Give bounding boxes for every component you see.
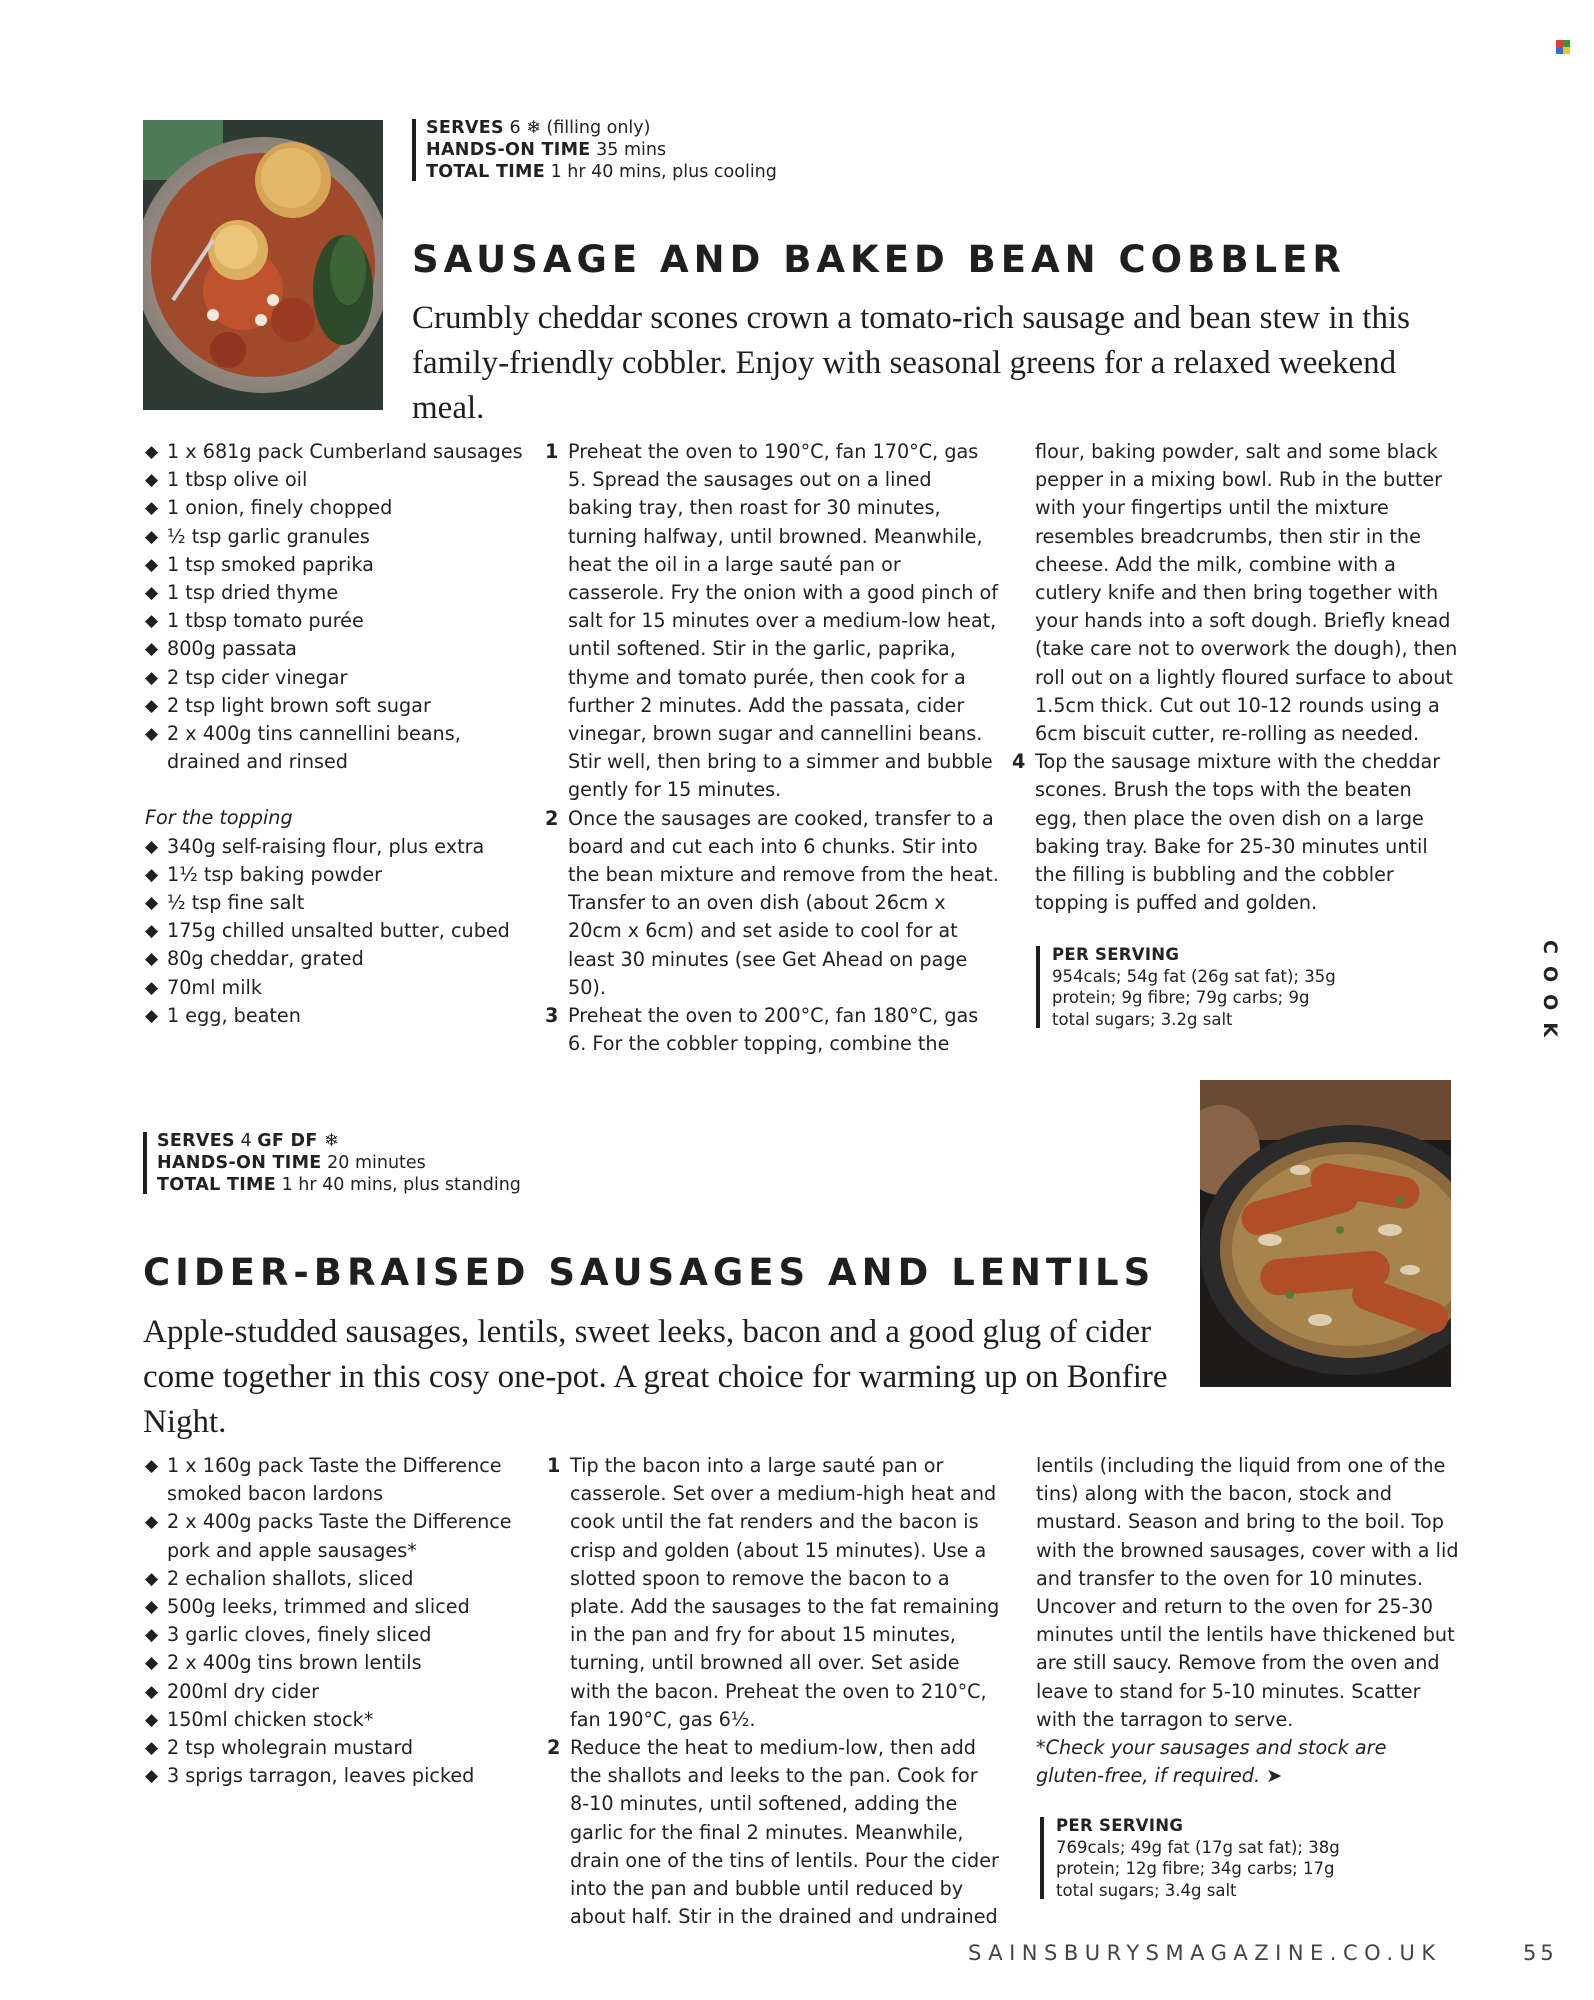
step-text: Preheat the oven to 190°C, fan 170°C, gas 5. Spread the sausages out on a lined baking tray, then roast for 30 minutes, turning halfway, until browned. Meanwhile, heat the oil in a large sauté pan or casserole. Fry the onion with a good pinch of salt for 15 minutes over a medium-low heat, until softened. Stir in the garlic, paprika, thyme and tomato purée, then cook for a further 2 minutes. Add the passata, cider vinegar, brown sugar and cannellini beans. Stir well, then bring to a simmer and bubble gently for 15 minutes. (568, 440, 999, 802)
serves-value: 6 ❄ (filling only) (503, 118, 651, 138)
serves-label: SERVES (157, 1131, 235, 1151)
ingredient-item: ◆ 800g passata (145, 635, 525, 663)
step-number: 4 (1012, 750, 1026, 774)
step-number: 1 (547, 1454, 561, 1477)
step-text: Preheat the oven to 200°C, fan 180°C, gas 6. For the cobbler topping, combine the (568, 1004, 979, 1056)
ingredient-item: ◆ 500g leeks, trimmed and sliced (145, 1593, 525, 1621)
method-step (545, 1002, 1000, 1058)
serves-value: 4 (234, 1131, 258, 1151)
step-text: Once the sausages are cooked, transfer to a board and cut each into 6 chunks. Stir into the bean mixture and remove from the heat. Transfer to an oven dish (about 26cm x 20cm x 6cm) and set aside to cool for at least 30 minutes (see Get Ahead on page 50). (568, 806, 999, 999)
hands-on-value: 20 minutes (321, 1153, 426, 1173)
method-step (545, 805, 1000, 1002)
recipe2-method (547, 1452, 1002, 1931)
hands-on-label: HANDS-ON TIME (426, 140, 591, 160)
serves-label: SERVES (426, 118, 504, 138)
ingredient-item: ◆ 2 x 400g tins brown lentils (145, 1649, 525, 1677)
page-number: 55 (1523, 1941, 1558, 1965)
cook-side-label: COOK (1539, 940, 1561, 1049)
ingredient-item: ◆ 1 tsp dried thyme (145, 579, 525, 607)
sausages-lentils-photo (1200, 1080, 1451, 1387)
topping-heading: For the topping (145, 806, 293, 830)
ingredient-item: ◆ 2 x 400g packs Taste the Difference pork and apple sausages* (145, 1508, 525, 1564)
method-step (1012, 748, 1460, 917)
method-step (547, 1452, 1002, 1734)
ingredient-item: ◆ 3 garlic cloves, finely sliced (145, 1621, 525, 1649)
hands-on-label: HANDS-ON TIME (157, 1153, 322, 1173)
ingredient-item: ◆ 2 x 400g tins cannellini beans, drained and rinsed (145, 720, 467, 776)
step-text: Tip the bacon into a large sauté pan or casserole. Set over a medium-high heat and cook until the fat renders and the bacon is crisp and golden (about 15 minutes). Use a slotted spoon to remove the bacon to a plate. Add the sausages to the fat remaining in the pan and fry for about 15 minutes, turning, until browned all over. Set aside with the bacon. Preheat the oven to 210°C, fan 190°C, gas 6½. (570, 1454, 1000, 1731)
total-time-label: TOTAL TIME (426, 162, 545, 182)
step-text: Top the sausage mixture with the cheddar scones. Brush the tops with the beaten egg, then place the oven dish on a large baking tray. Bake for 25-30 minutes until the filling is bubbling and the cobbler topping is puffed and golden. (1035, 750, 1441, 915)
step-number: 1 (545, 440, 559, 463)
nutrition-text: 769cals; 49g fat (17g sat fat); 38g protein; 12g fibre; 34g carbs; 17g total sugars; 3.4g salt (1056, 1837, 1340, 1900)
recipe1-intro: Crumbly cheddar scones crown a tomato-rich sausage and bean stew in this family-friendly cobbler. Enjoy with seasonal greens for a relaxed weekend meal. (412, 300, 1410, 426)
ingredient-item: ◆ 3 sprigs tarragon, leaves picked (145, 1762, 525, 1790)
diet-tags: GF DF ❄ (257, 1131, 339, 1151)
ingredient-item: ◆ 1 tbsp tomato purée (145, 607, 525, 635)
total-time-value: 1 hr 40 mins, plus standing (276, 1175, 521, 1195)
recipe1-title: SAUSAGE AND BAKED BEAN COBBLER (412, 238, 1346, 281)
ingredient-item: ◆ 1 x 160g pack Taste the Difference smoked bacon lardons (145, 1452, 525, 1508)
ingredient-item: ◆ 2 tsp light brown soft sugar (145, 692, 525, 720)
nutrition-heading: PER SERVING (1052, 945, 1180, 964)
recipe1-ingredients (145, 438, 525, 1030)
topping-item: ◆ 1½ tsp baking powder (145, 861, 525, 889)
topping-item: ◆ 175g chilled unsalted butter, cubed (145, 917, 525, 945)
footer-website: SAINSBURYSMAGAZINE.CO.UK (968, 1941, 1442, 1965)
ingredient-item: ◆ 1 onion, finely chopped (145, 494, 525, 522)
method-step (547, 1734, 1002, 1931)
topping-item: ◆ 1 egg, beaten (145, 1002, 525, 1030)
nutrition-text: 954cals; 54g fat (26g sat fat); 35g protein; 9g fibre; 79g carbs; 9g total sugars; 3.2g salt (1052, 966, 1336, 1029)
recipe2-title: CIDER-BRAISED SAUSAGES AND LENTILS (143, 1251, 1156, 1294)
ingredient-item: ◆ 2 tsp cider vinegar (145, 664, 525, 692)
ingredient-item: ◆ 1 x 681g pack Cumberland sausages (145, 438, 525, 466)
recipe2-method-cont (1012, 1452, 1460, 1790)
recipe1-method-cont (1012, 438, 1460, 917)
recipe1-meta (412, 117, 777, 183)
step-number: 2 (545, 806, 559, 830)
recipe1-nutrition (1036, 944, 1352, 1030)
method-step (545, 438, 1000, 805)
recipe1-method (545, 438, 1000, 1058)
hands-on-value: 35 mins (590, 140, 667, 160)
ingredient-item: ◆ 1 tbsp olive oil (145, 466, 525, 494)
recipe2-ingredients (145, 1452, 525, 1790)
recipe2-meta (143, 1130, 521, 1196)
step-text: lentils (including the liquid from one of the tins) along with the bacon, stock and mustard. Season and bring to the boil. Top with the browned sausages, cover with a lid and transfer to the oven for 10 minutes. Uncover and return to the oven for 25-30 minutes until the lentils have thickened but are still saucy. Remove from the oven and leave to stand for 5-10 minutes. Scatter with the tarragon to serve. (1036, 1454, 1459, 1731)
ingredient-item: ◆ 200ml dry cider (145, 1678, 525, 1706)
nutrition-heading: PER SERVING (1056, 1816, 1184, 1835)
gluten-free-note: *Check your sausages and stock are gluten-free, if required. ➤ (1036, 1736, 1387, 1788)
total-time-value: 1 hr 40 mins, plus cooling (545, 162, 777, 182)
recipe2-intro: Apple-studded sausages, lentils, sweet leeks, bacon and a good glug of cider come together in this cosy one-pot. A great choice for warming up on Bonfire Night. (143, 1314, 1168, 1440)
step-text: flour, baking powder, salt and some black pepper in a mixing bowl. Rub in the butter with your fingertips until the mixture resembles breadcrumbs, then stir in the cheese. Add the milk, combine with a cutlery knife and then bring together with your hands into a soft dough. Briefly knead (take care not to overwork the dough), then roll out on a lightly floured surface to about 1.5cm thick. Cut out 10-12 rounds using a 6cm biscuit cutter, re-rolling as needed. (1035, 440, 1458, 746)
topping-item: ◆ 80g cheddar, grated (145, 945, 525, 973)
ingredient-item: ◆ 2 tsp wholegrain mustard (145, 1734, 525, 1762)
ingredient-item: ◆ 2 echalion shallots, sliced (145, 1565, 525, 1593)
step-number: 2 (547, 1736, 561, 1760)
topping-item: ◆ 340g self-raising flour, plus extra (145, 833, 525, 861)
topping-item: ◆ ½ tsp fine salt (145, 889, 525, 917)
topping-item: ◆ 70ml milk (145, 974, 525, 1002)
color-marker-icon (1556, 40, 1570, 54)
ingredient-item: ◆ 1 tsp smoked paprika (145, 551, 525, 579)
step-text: Reduce the heat to medium-low, then add the shallots and leeks to the pan. Cook for 8-10 minutes, until softened, adding the garlic for the final 2 minutes. Meanwhile, drain one of the tins of lentils. Pour the cider into the pan and bubble until reduced by about half. Stir in the drained and undrained (570, 1736, 999, 1929)
ingredient-item: ◆ 150ml chicken stock* (145, 1706, 525, 1734)
recipe2-nutrition (1040, 1815, 1346, 1901)
total-time-label: TOTAL TIME (157, 1175, 276, 1195)
ingredient-item: ◆ ½ tsp garlic granules (145, 523, 525, 551)
step-number: 3 (545, 1004, 559, 1028)
cobbler-photo (143, 120, 383, 410)
